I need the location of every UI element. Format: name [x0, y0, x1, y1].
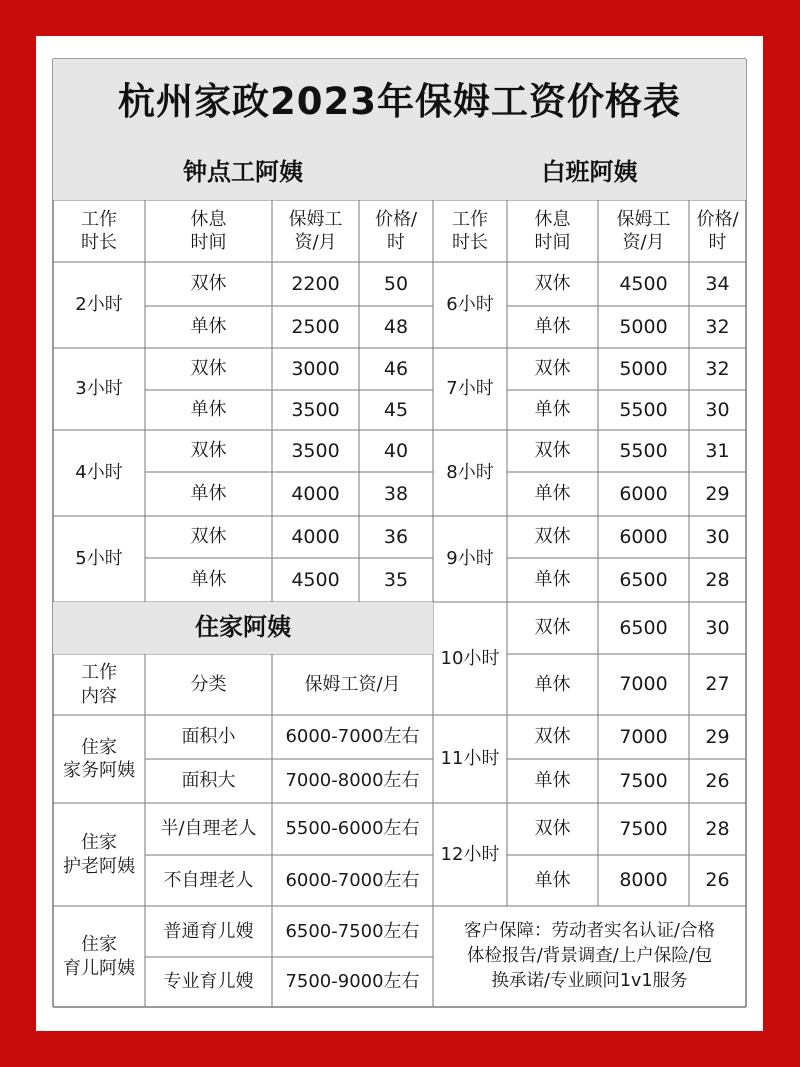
- hourly-salary: 3500: [291, 439, 340, 462]
- hourly-rest: 单休: [190, 399, 227, 421]
- dayshift-price: 31: [705, 439, 730, 462]
- livein-header-1: 分类: [190, 673, 227, 695]
- hourly-price: 40: [383, 439, 409, 462]
- livein-category: 面积大: [181, 770, 236, 792]
- dayshift-rest: 双休: [534, 726, 571, 748]
- hourly-duration: 3小时: [75, 378, 123, 400]
- hourly-price: 48: [383, 315, 409, 338]
- livein-salary: 6000-7000左右: [285, 726, 420, 748]
- dayshift-rest: 双休: [534, 818, 571, 840]
- dayshift-rest: 单休: [534, 483, 571, 505]
- dayshift-price: 28: [705, 817, 730, 840]
- hourly-price: 45: [383, 398, 409, 421]
- hourly-price: 36: [383, 525, 409, 548]
- dayshift-salary: 5500: [619, 398, 668, 421]
- dayshift-salary: 5500: [619, 439, 668, 462]
- dayshift-price: 26: [705, 869, 730, 892]
- hourly-salary: 4000: [291, 525, 340, 548]
- hourly-rest: 单休: [190, 569, 227, 591]
- hourly-rest: 双休: [190, 526, 227, 548]
- dayshift-rest: 双休: [534, 358, 571, 380]
- dayshift-rest: 单休: [534, 316, 571, 338]
- dayshift-duration: 8小时: [446, 462, 494, 484]
- dayshift-header-0: 工作 时长: [452, 208, 488, 253]
- customer-guarantee-note: 客户保障：劳动者实名认证/合格 体检报告/背景调查/上户保险/包 换承诺/专业顾问1v1服务: [464, 921, 715, 991]
- dayshift-rest: 单休: [534, 869, 571, 891]
- livein-header-0: 工作 内容: [81, 662, 117, 707]
- dayshift-header-2: 保姆工 资/月: [616, 208, 671, 253]
- dayshift-price: 32: [705, 357, 730, 380]
- livein-content: 住家 护老阿姨: [63, 832, 135, 877]
- hourly-price: 35: [383, 568, 409, 591]
- dayshift-salary: 5000: [619, 357, 668, 380]
- page-title: 杭州家政2023年保姆工资价格表: [53, 59, 746, 145]
- livein-salary: 6000-7000左右: [285, 869, 420, 891]
- dayshift-price: 30: [705, 398, 730, 421]
- dayshift-rest: 双休: [534, 273, 571, 295]
- dayshift-salary: 7000: [619, 673, 668, 696]
- livein-salary: 7500-9000左右: [285, 971, 420, 993]
- dayshift-salary: 7000: [619, 725, 668, 748]
- hourly-header-1: 休息 时间: [190, 208, 227, 253]
- dayshift-salary: 7500: [619, 769, 668, 792]
- dayshift-rest: 单休: [534, 399, 571, 421]
- dayshift-salary: 6500: [619, 568, 668, 591]
- price-sheet: [36, 36, 763, 1031]
- hourly-duration: 2小时: [75, 294, 123, 316]
- hourly-price: 38: [383, 482, 409, 505]
- livein-header-2: 保姆工资/月: [304, 673, 401, 695]
- livein-category: 半/自理老人: [160, 818, 257, 840]
- dayshift-salary: 7500: [619, 817, 668, 840]
- dayshift-price: 26: [705, 769, 730, 792]
- dayshift-duration: 6小时: [446, 294, 494, 316]
- dayshift-salary: 6500: [619, 616, 668, 639]
- dayshift-price: 29: [705, 725, 730, 748]
- dayshift-salary: 5000: [619, 315, 668, 338]
- dayshift-duration: 12小时: [440, 843, 500, 865]
- dayshift-duration: 11小时: [440, 748, 500, 770]
- dayshift-header-3: 价格/ 时: [696, 208, 739, 253]
- dayshift-rest: 双休: [534, 526, 571, 548]
- dayshift-rest: 单休: [534, 569, 571, 591]
- dayshift-rest: 双休: [534, 440, 571, 462]
- section-title-hourly: 钟点工阿姨: [53, 145, 433, 200]
- dayshift-salary: 4500: [619, 272, 668, 295]
- section-title-dayshift: 白班阿姨: [433, 145, 746, 200]
- dayshift-price: 32: [705, 315, 730, 338]
- hourly-header-2: 保姆工 资/月: [288, 208, 343, 253]
- livein-content: 住家 家务阿姨: [63, 736, 135, 781]
- dayshift-duration: 7小时: [446, 378, 494, 400]
- dayshift-header-1: 休息 时间: [534, 208, 571, 253]
- dayshift-rest: 单休: [534, 770, 571, 792]
- dayshift-rest: 单休: [534, 673, 571, 695]
- hourly-rest: 单休: [190, 316, 227, 338]
- section-title-livein: 住家阿姨: [53, 602, 433, 654]
- hourly-rest: 双休: [190, 440, 227, 462]
- livein-content: 住家 育儿阿姨: [63, 934, 135, 979]
- hourly-header-0: 工作 时长: [81, 208, 117, 253]
- dayshift-price: 29: [705, 482, 730, 505]
- dayshift-price: 34: [705, 272, 730, 295]
- livein-category: 普通育儿嫂: [163, 920, 254, 942]
- livein-salary: 7000-8000左右: [285, 770, 420, 792]
- livein-salary: 5500-6000左右: [285, 818, 420, 840]
- livein-category: 面积小: [181, 726, 236, 748]
- livein-category: 不自理老人: [163, 869, 254, 891]
- livein-salary: 6500-7500左右: [285, 920, 420, 942]
- hourly-price: 46: [383, 357, 409, 380]
- hourly-rest: 双休: [190, 273, 227, 295]
- dayshift-salary: 8000: [619, 869, 668, 892]
- hourly-salary: 3500: [291, 398, 340, 421]
- dayshift-duration: 9小时: [446, 548, 494, 570]
- hourly-duration: 4小时: [75, 462, 123, 484]
- dayshift-duration: 10小时: [440, 647, 500, 669]
- dayshift-salary: 6000: [619, 525, 668, 548]
- dayshift-price: 27: [705, 673, 730, 696]
- hourly-salary: 3000: [291, 357, 340, 380]
- hourly-duration: 5小时: [75, 548, 123, 570]
- dayshift-price: 30: [705, 616, 730, 639]
- hourly-rest: 双休: [190, 358, 227, 380]
- hourly-header-3: 价格/ 时: [374, 208, 418, 253]
- hourly-price: 50: [383, 272, 409, 295]
- hourly-rest: 单休: [190, 483, 227, 505]
- hourly-salary: 2500: [291, 315, 340, 338]
- hourly-salary: 4500: [291, 568, 340, 591]
- hourly-salary: 2200: [291, 272, 340, 295]
- hourly-salary: 4000: [291, 482, 340, 505]
- dayshift-salary: 6000: [619, 482, 668, 505]
- dayshift-price: 30: [705, 525, 730, 548]
- livein-category: 专业育儿嫂: [163, 971, 254, 993]
- dayshift-price: 28: [705, 568, 730, 591]
- dayshift-rest: 双休: [534, 617, 571, 639]
